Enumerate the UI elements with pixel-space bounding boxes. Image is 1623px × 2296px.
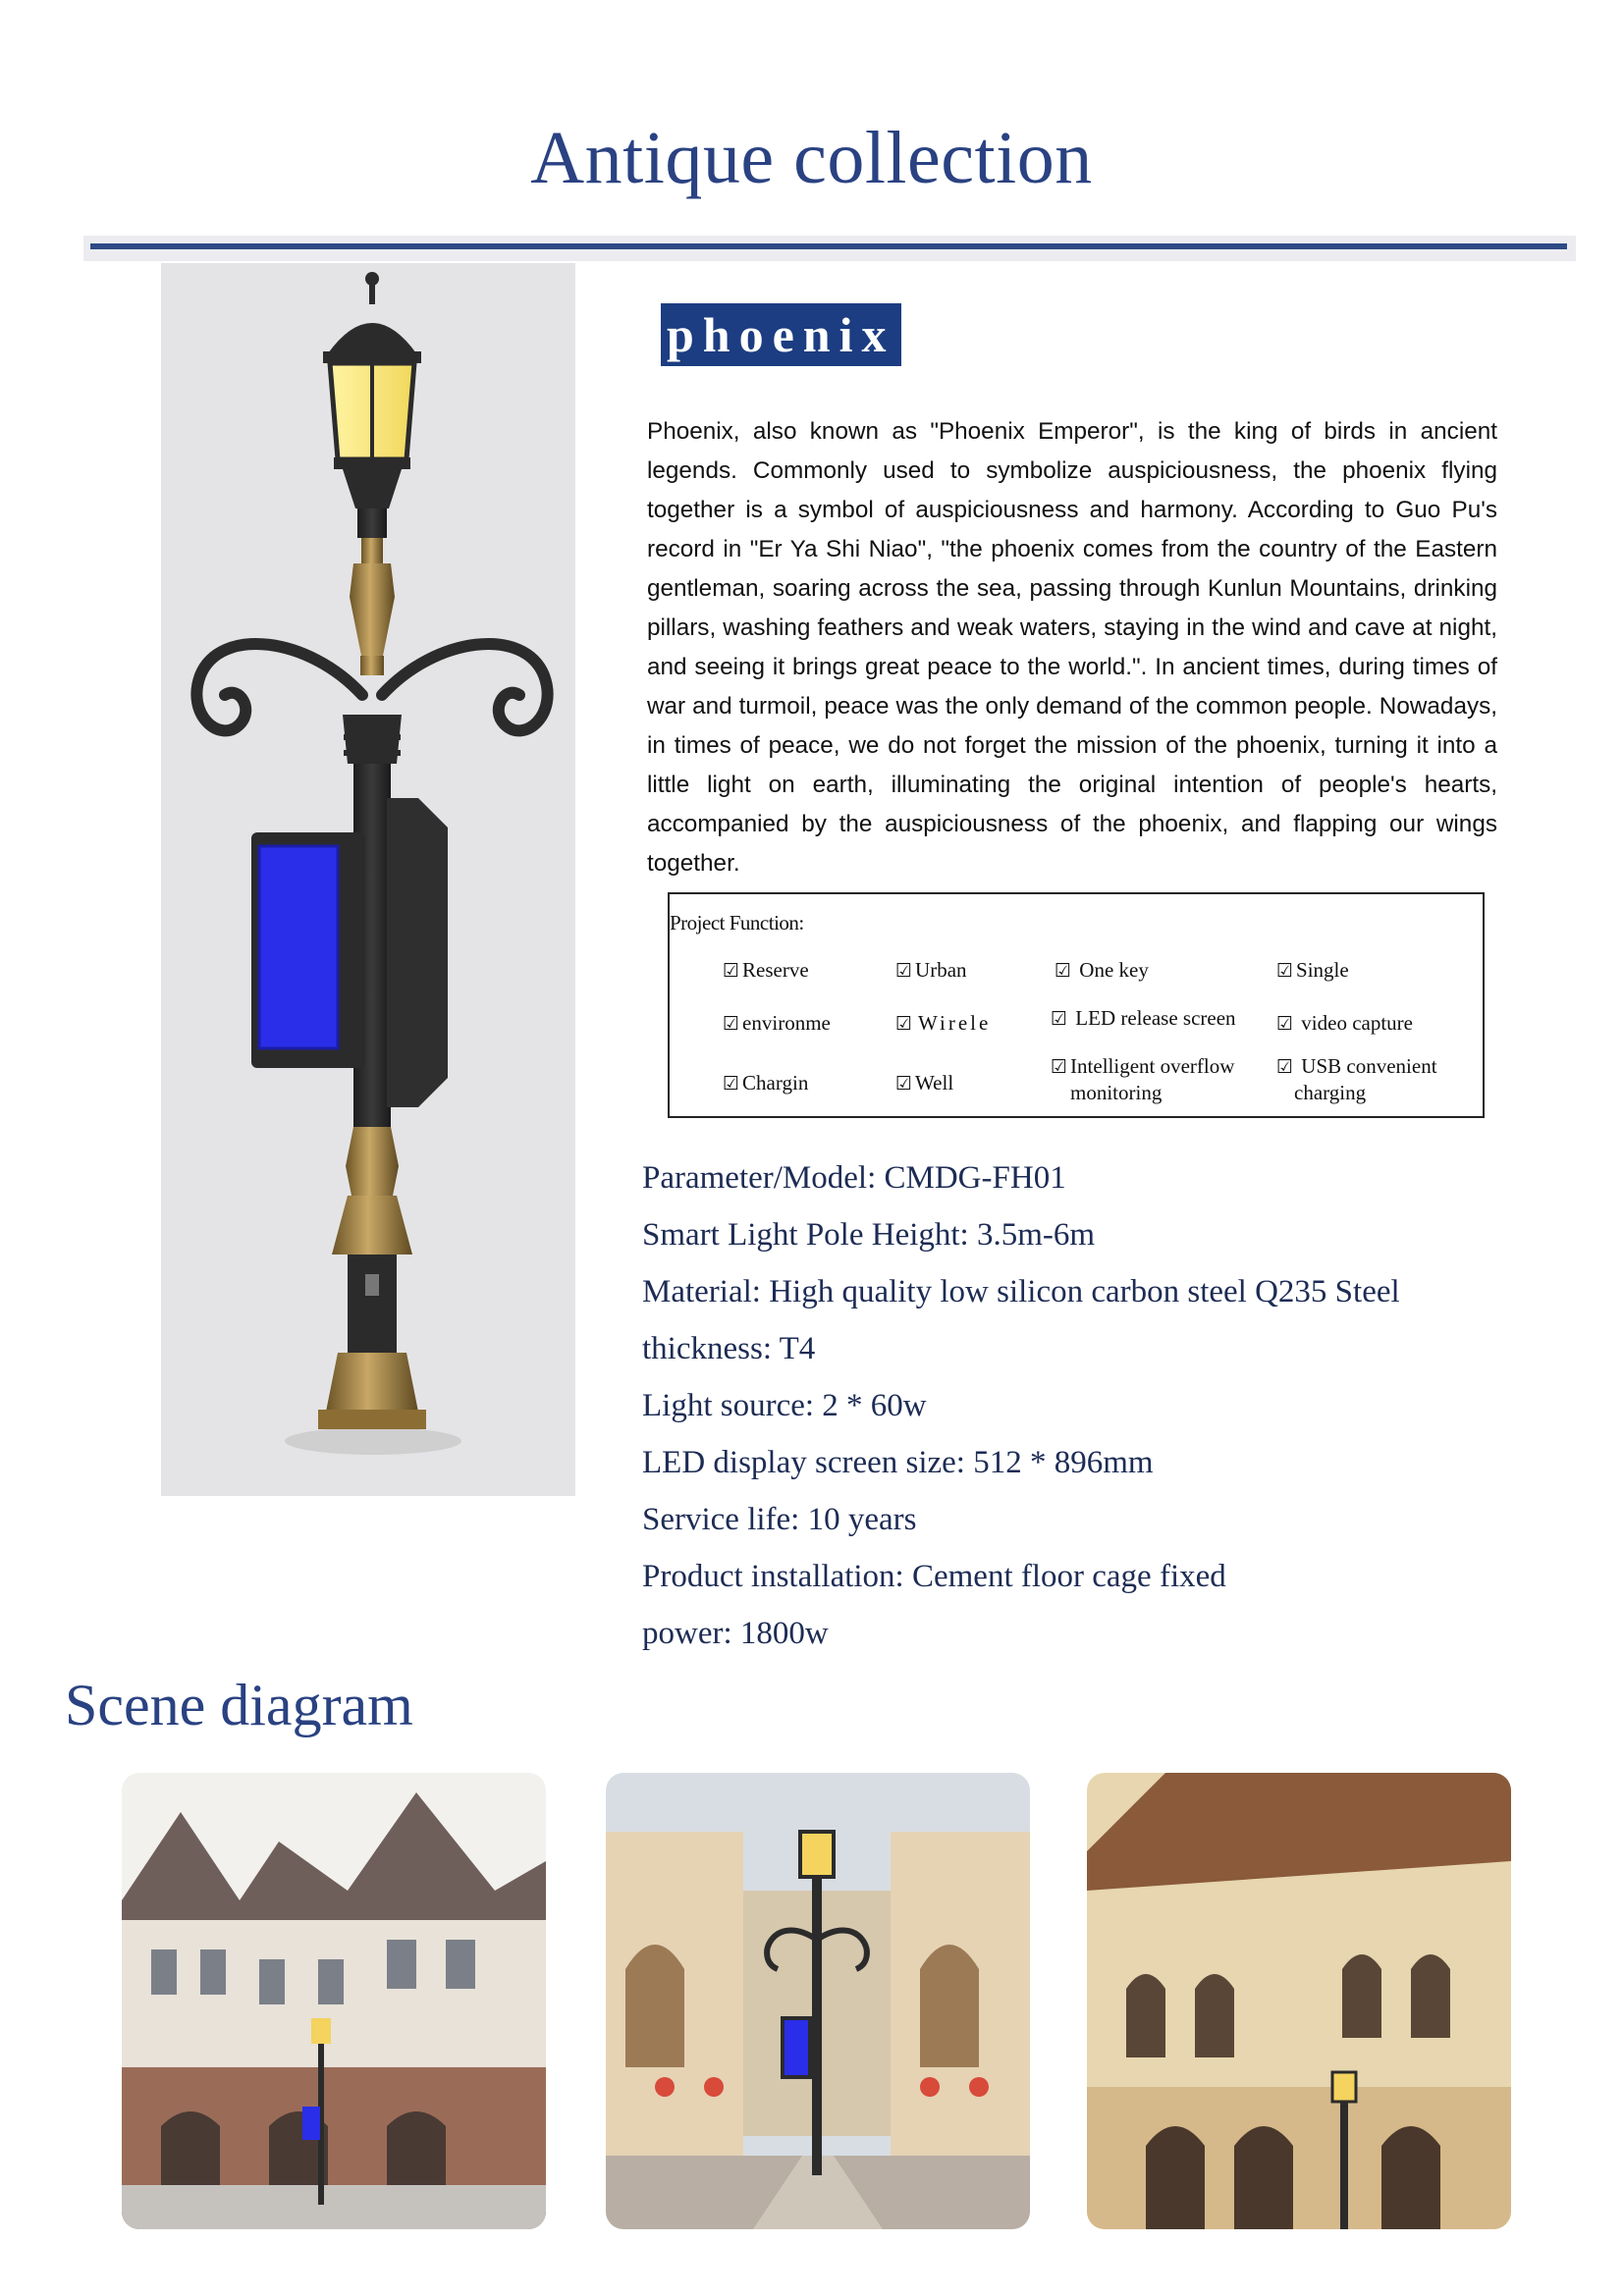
parameter-line: thickness: T4 [642, 1331, 816, 1366]
parameter-line: power: 1800w [642, 1616, 829, 1651]
checkbox-icon: ☑ [723, 960, 740, 982]
function-item: ☑ Single [1276, 958, 1349, 982]
function-item: ☑ LED release screen [1051, 1006, 1236, 1030]
checkbox-icon: ☑ [1276, 960, 1294, 982]
checkbox-icon: ☑ [1276, 1056, 1294, 1078]
checkbox-icon: ☑ [895, 960, 913, 982]
function-item: ☑ Intelligent overflow monitoring [1051, 1054, 1235, 1104]
checkbox-icon: ☑ [1051, 1056, 1068, 1078]
parameter-line: Service life: 10 years [642, 1502, 917, 1537]
checkbox-icon: ☑ [1051, 1008, 1068, 1030]
checkbox-icon: ☑ [723, 1073, 740, 1095]
title-rule [90, 243, 1567, 249]
checkbox-icon: ☑ [895, 1013, 916, 1035]
project-function-box [668, 892, 1485, 1118]
scene-photo-1 [122, 1773, 546, 2229]
scene-photo-2 [606, 1773, 1030, 2229]
project-function-title: Project Function: [670, 911, 804, 934]
checkbox-icon: ☑ [895, 1073, 913, 1095]
parameter-line: Material: High quality low silicon carbon steel Q235 Steel [642, 1274, 1400, 1309]
checkbox-icon: ☑ [723, 1013, 740, 1035]
parameter-line: Light source: 2 * 60w [642, 1388, 927, 1423]
function-item: ☑ Well [895, 1071, 954, 1095]
function-item: ☑ Wirele [895, 1011, 992, 1035]
checkbox-icon: ☑ [1055, 960, 1072, 982]
function-item: ☑ Urban [895, 958, 967, 982]
parameter-line: Parameter/Model: CMDG-FH01 [642, 1160, 1066, 1196]
function-item: ☑ USB convenient charging [1276, 1054, 1437, 1104]
function-item: ☑ video capture [1276, 1011, 1413, 1035]
scene-photo-3 [1087, 1773, 1511, 2229]
parameter-line: LED display screen size: 512 * 896mm [642, 1445, 1154, 1480]
page-title: Antique collection [530, 117, 1093, 199]
function-item: ☑ Chargin [723, 1071, 809, 1095]
product-name-badge: phoenix [661, 303, 901, 366]
checkbox-icon: ☑ [1276, 1013, 1294, 1035]
function-item: ☑ One key [1055, 958, 1149, 982]
parameter-line: Smart Light Pole Height: 3.5m-6m [642, 1217, 1096, 1253]
scene-diagram-title: Scene diagram [65, 1673, 413, 1737]
parameter-line: Product installation: Cement floor cage fixed [642, 1559, 1226, 1594]
function-item: ☑ environme [723, 1011, 831, 1035]
function-item: ☑ Reserve [723, 958, 809, 982]
street-lamp-illustration [161, 263, 575, 1496]
product-description: Phoenix, also known as "Phoenix Emperor", is the king of birds in ancient legends. Commonly used to symbolize auspiciousness, the phoenix flying together is a symbol of auspiciousness and harmony. According to Guo Pu's record in "Er Ya Shi Niao", "the phoenix comes from the country of the Eastern gentleman, soaring across the sea, passing through Kunlun Mountains, drinking pillars, washing feathers and weak waters, staying in the wind and cave at night, and seeing it brings great peace to the world.". In ancient times, during times of war and turmoil, peace was the only demand of the common people. Nowadays, in times of peace, we do not forget the mission of the phoenix, turning it into a little light on earth, illuminating the original intention of people's hearts, accompanied by the auspiciousness of the phoenix, and flapping our wings together. [647, 418, 1497, 877]
product-image [161, 263, 575, 1496]
